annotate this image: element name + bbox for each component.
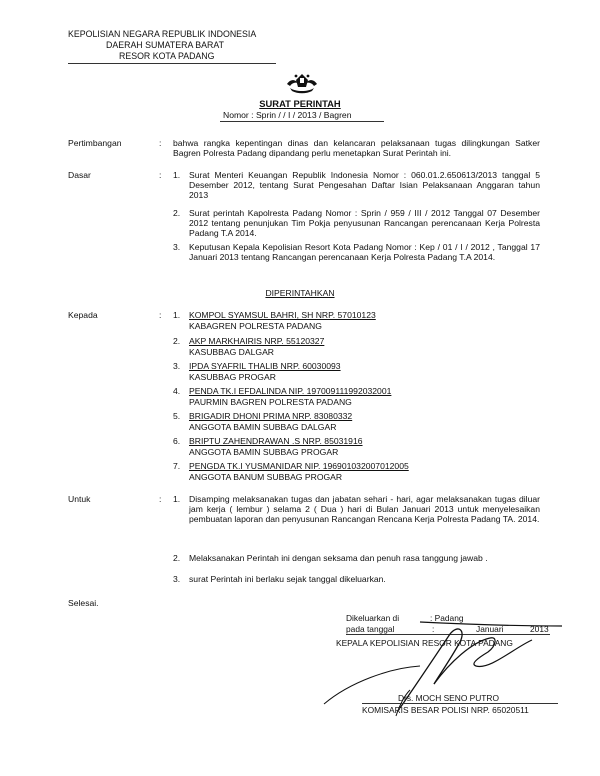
dikeluarkan-value: : Padang <box>430 613 464 623</box>
nomor: Nomor : Sprin / / I / 2013 / Bagren <box>223 110 352 120</box>
kepada-name-4: PENDA TK.I EFDALINDA NIP. 197009111992032001 <box>189 386 392 396</box>
signatory-rank: KOMISARIS BESAR POLISI NRP. 65020511 <box>362 705 529 715</box>
kepada-role-2: KASUBBAG DALGAR <box>189 347 275 357</box>
kepada-role-5: ANGGOTA BAMIN SUBBAG DALGAR <box>189 422 337 432</box>
kepada-name-7: PENGDA TK.I YUSMANIDAR NIP. 196901032007012005 <box>189 461 409 471</box>
signatory-name: Drs. MOCH SENO PUTRO <box>398 693 499 703</box>
untuk-num-2: 2. <box>173 553 181 563</box>
kepada-name-6: BRIPTU ZAHENDRAWAN .S NRP. 85031916 <box>189 436 363 446</box>
dasar-item-3: Keputusan Kepala Kepolisian Resort Kota Padang Nomor : Kep / 01 / I / 2012 , Tanggal 17 Januari 2013 tentang Rancangan perencanaan Kerja Polresta Padang T.A 2014. <box>189 242 540 262</box>
kepada-name-3: IPDA SYAFRIL THALIB NRP. 60030093 <box>189 361 341 371</box>
kepada-num-3: 3. <box>173 361 181 371</box>
untuk-num-1: 1. <box>173 494 181 504</box>
pertimbangan-label: Pertimbangan <box>68 138 122 148</box>
kepada-name-2: AKP MARKHAIRIS NRP. 55120327 <box>189 336 325 346</box>
header-line-3: RESOR KOTA PADANG <box>119 51 215 61</box>
untuk-label: Untuk <box>68 494 91 504</box>
kepada-role-4: PAURMIN BAGREN POLRESTA PADANG <box>189 397 352 407</box>
kepada-role-1: KABAGREN POLRESTA PADANG <box>189 321 322 331</box>
dasar-item-2: Surat perintah Kapolresta Padang Nomor : Sprin / 959 / III / 2012 Tanggal 07 Desember 2012 tentang penunjukan Tim Pokja penyusunan Rancangan perencanaan Kerja Polresta Padang T.A 2014. <box>189 208 540 238</box>
tanggal-label: pada tanggal <box>346 624 395 634</box>
pertimbangan-colon: : <box>159 138 162 148</box>
untuk-item-3: surat Perintah ini berlaku sejak tanggal dikeluarkan. <box>189 574 386 584</box>
dasar-num-3: 3. <box>173 242 181 252</box>
untuk-item-2: Melaksanakan Perintah ini dengan seksama dan penuh rasa tanggung jawab . <box>189 553 488 563</box>
kepada-num-5: 5. <box>173 411 181 421</box>
kepada-num-6: 6. <box>173 436 181 446</box>
dasar-label: Dasar <box>68 170 91 180</box>
untuk-num-3: 3. <box>173 574 181 584</box>
diperintahkan-heading: DIPERINTAHKAN <box>265 288 335 298</box>
dasar-item-1: Surat Menteri Keuangan Republik Indonesia Nomor : 060.01.2.650613/2013 tanggal 5 Desember 2012, tentang Surat Pengesahan Daftar Isian Pelaksanaan Anggaran tahun 2013 <box>189 170 540 200</box>
kepada-num-7: 7. <box>173 461 181 471</box>
dasar-colon: : <box>159 170 162 180</box>
kepada-role-6: ANGGOTA BAMIN SUBBAG PROGAR <box>189 447 339 457</box>
signature-office: KEPALA KEPOLISIAN RESOR KOTA PADANG <box>336 638 513 648</box>
header-line-2: DAERAH SUMATERA BARAT <box>106 40 224 50</box>
signatory-underline <box>362 703 558 704</box>
page-title: SURAT PERINTAH <box>259 98 341 109</box>
kepada-label: Kepada <box>68 310 98 320</box>
dasar-num-1: 1. <box>173 170 181 180</box>
selesai: Selesai. <box>68 598 99 608</box>
tanggal-month: Januari <box>476 624 504 634</box>
header-divider <box>68 63 276 64</box>
kepada-num-2: 2. <box>173 336 181 346</box>
tanggal-year: 2013 <box>530 624 549 634</box>
header-line-1: KEPOLISIAN NEGARA REPUBLIK INDONESIA <box>68 29 257 39</box>
kepada-name-1: KOMPOL SYAMSUL BAHRI, SH NRP. 57010123 <box>189 310 376 320</box>
tanggal-colon: : <box>432 624 435 634</box>
kepada-colon: : <box>159 310 162 320</box>
kepada-role-3: KASUBBAG PROGAR <box>189 372 276 382</box>
kepada-num-1: 1. <box>173 310 181 320</box>
pertimbangan-text: bahwa rangka kepentingan dinas dan kelancaran pelaksanaan tugas dilingkungan Satker Bagren Polresta Padang dipandang perlu menetapkan Surat Perintah ini. <box>173 138 540 158</box>
nomor-underline <box>220 121 384 122</box>
kepada-role-7: ANGGOTA BANUM SUBBAG PROGAR <box>189 472 343 482</box>
kepada-num-4: 4. <box>173 386 181 396</box>
untuk-colon: : <box>159 494 162 504</box>
kepada-name-5: BRIGADIR DHONI PRIMA NRP. 83080332 <box>189 411 353 421</box>
dikeluarkan-label: Dikeluarkan di <box>346 613 400 623</box>
untuk-item-1: Disamping melaksanakan tugas dan jabatan sehari - hari, agar melaksanakan tugas diluar jam kerja ( lembur ) selama 2 ( Dua ) hari di Bulan Januari 2013 untuk menyelesaikan pembuatan laporan dan penyusunan Rancangan Rencana Kerja Polresta Padang TA. 2014. <box>189 494 540 524</box>
dasar-num-2: 2. <box>173 208 181 218</box>
police-emblem-icon <box>284 72 320 99</box>
